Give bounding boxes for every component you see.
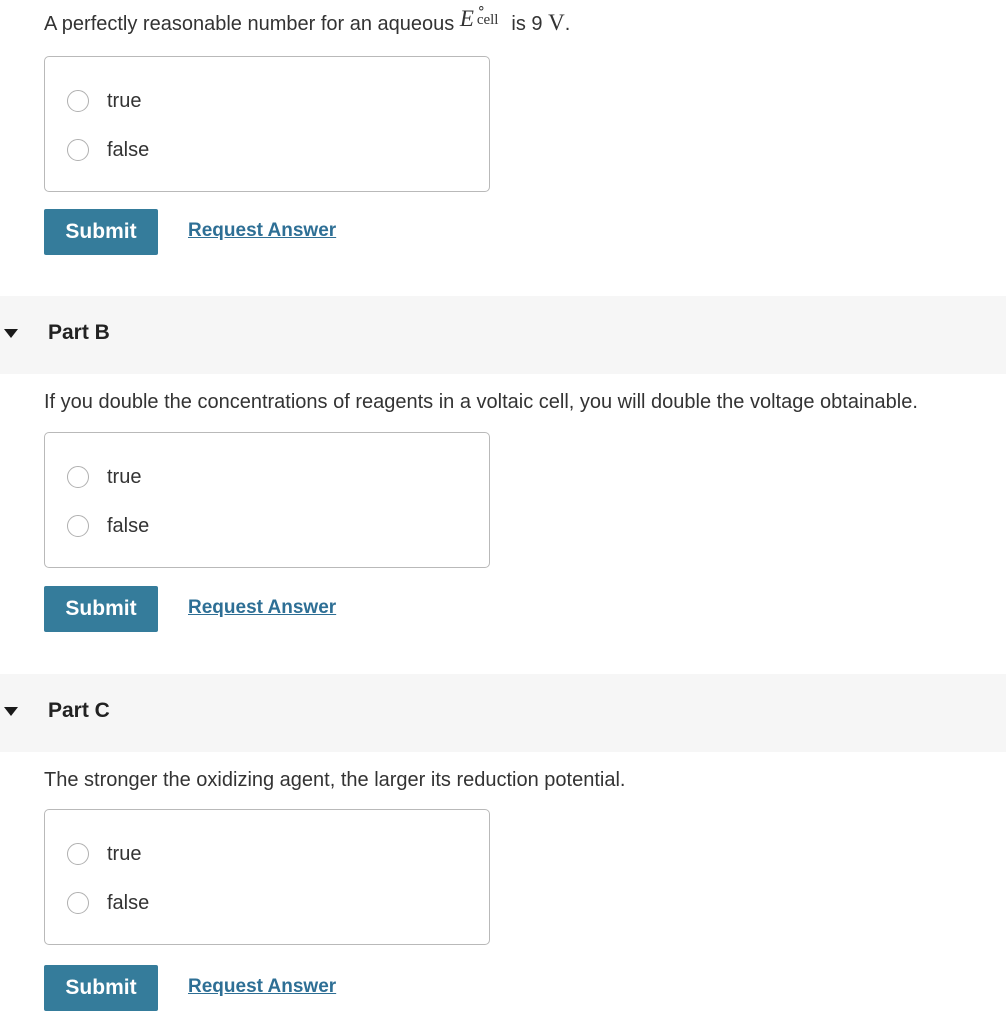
request-answer-link[interactable]: Request Answer (188, 597, 337, 618)
caret-down-icon[interactable] (4, 707, 18, 716)
question-prefix: A perfectly reasonable number for an aqueous (44, 13, 455, 35)
submit-button[interactable]: Submit (44, 965, 158, 1011)
submit-button[interactable]: Submit (44, 209, 158, 255)
question-suffix: is 9 (511, 13, 543, 35)
radio-button[interactable] (67, 139, 89, 161)
choice-label: false (107, 891, 150, 914)
submit-button[interactable]: Submit (44, 586, 158, 632)
radio-button[interactable] (67, 843, 89, 865)
unit-v: V (548, 10, 565, 35)
math-subscript: cell (476, 12, 499, 28)
part-a-choices (44, 56, 490, 192)
radio-button[interactable] (67, 90, 89, 112)
choice-false[interactable] (67, 136, 149, 164)
choice-false[interactable] (67, 889, 149, 917)
caret-down-icon[interactable] (4, 329, 18, 338)
request-answer-link[interactable]: Request Answer (188, 220, 337, 241)
radio-button[interactable] (67, 892, 89, 914)
part-title: Part C (48, 699, 110, 722)
part-b-choices (44, 432, 490, 568)
math-degree: ∘ (476, 1, 486, 16)
math-e: E (459, 6, 474, 31)
radio-button[interactable] (67, 466, 89, 488)
choice-true[interactable] (67, 463, 141, 491)
part-a-question (44, 1, 571, 36)
choice-label: true (107, 465, 142, 488)
part-b-header[interactable] (0, 296, 1006, 374)
radio-button[interactable] (67, 515, 89, 537)
part-b-question: If you double the concentrations of reagents in a voltaic cell, you will double the voltage obtainable. (44, 391, 918, 413)
part-c-choices (44, 809, 490, 945)
e-cell-symbol (459, 1, 506, 31)
part-title: Part B (48, 321, 110, 344)
request-answer-link[interactable]: Request Answer (188, 976, 337, 997)
question-period: . (564, 13, 571, 35)
part-c-question: The stronger the oxidizing agent, the larger its reduction potential. (44, 769, 626, 791)
choice-true[interactable] (67, 840, 141, 868)
choice-label: true (107, 89, 142, 112)
choice-label: false (107, 138, 150, 161)
choice-label: true (107, 842, 142, 865)
choice-label: false (107, 514, 150, 537)
part-c-header[interactable] (0, 674, 1006, 752)
choice-false[interactable] (67, 512, 149, 540)
choice-true[interactable] (67, 87, 141, 115)
